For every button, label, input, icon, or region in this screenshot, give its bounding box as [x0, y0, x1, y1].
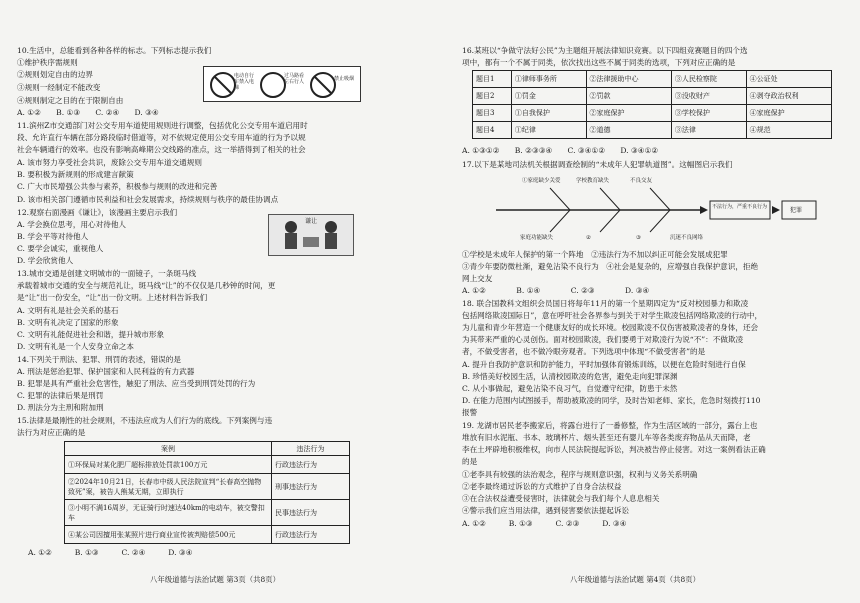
no-ebike-elevator-icon: [210, 72, 236, 98]
q13-option-b: B. 文明有礼决定了国家的形象: [17, 318, 119, 327]
q19-item-3: ③在合法权益遭受侵害时，法律就会与我们每个人息息相关: [462, 494, 660, 503]
q11-line-2: 段、允许直行车辆在部分路段临时借道等，对不依规定使用公交专用车道的行为予以规: [17, 133, 306, 142]
q18-line-4: 为其带来严重的心灵创伤。面对校园欺凌，我们要勇于对欺凌行为说“不”：不做欺凌: [462, 335, 744, 344]
q12-option-c: C. 要学会诚实，重视他人: [17, 244, 104, 253]
q11-line-1: 11.滨州Z市交通部门对公交专用车道使用规则进行调整，包括优化公交专用车道启用时: [17, 121, 308, 130]
q16-line-2: 项中，都有一个不属于同类，依次找出这些不属于同类的选项，下列对应正确的是: [462, 58, 736, 67]
q13-option-d: D. 文明有礼是一个人安身立命之本: [17, 342, 134, 351]
q12-option-d: D. 学会欣赏他人: [17, 256, 74, 265]
diagram-branch: [650, 210, 670, 232]
q15-table-header-case: 案例: [65, 442, 272, 456]
q16-table: [472, 70, 832, 139]
table-cell: ④公证处: [746, 71, 831, 88]
q16-answers: A. ①③①② B. ②③③④ C. ③④①② D. ③④①②: [462, 146, 659, 155]
table-cell: ②罚款: [586, 88, 671, 105]
q11-option-a: A. 该市努力享受社会共识，废除公交专用车道交通规则: [17, 158, 202, 167]
left-page-footer: 八年级道德与法治试题 第3页（共8页）: [150, 575, 281, 584]
diagram-branch: [650, 188, 670, 210]
table-cell: ④规范: [746, 122, 831, 139]
q19-line-4: 的是: [462, 457, 478, 466]
table-cell: ③法律: [671, 122, 746, 139]
q18-option-d: D. 在能力范围内试图援手，帮助被欺凌的同学，及时告知老师、家长，危急时刻拨打110: [462, 396, 761, 405]
table-cell: 刑事违法行为: [272, 474, 350, 500]
table-cell: ①自我保护: [511, 105, 586, 122]
q11-option-b: B. 要积极为新规则的形成建言献策: [17, 170, 134, 179]
q11-option-c: C. 广大市民增强公共参与素养，积极参与规则的改进和完善: [17, 182, 218, 191]
q18-line-2: 包括网络欺凌国际日”，意在呼吁社会各界参与到关于对学生欺凌包括网络欺凌的行动中，: [462, 311, 763, 320]
right-page-footer: 八年级道德与法治试题 第4页（共8页）: [570, 575, 701, 584]
q16-line-1: 16.某班以“争做守法好公民”为主题组开展法律知识竞赛。以下四组竞赛题目的四个选: [462, 46, 748, 55]
arrow-icon: [700, 206, 708, 214]
q13-line-1: 13.城市交通是创建文明城市的一面镜子，一条斑马线: [17, 269, 197, 278]
q12-stem: 12.观察右面漫画《谦让》，该漫画主要启示我们: [17, 208, 178, 217]
diagram-bottom-1: 家庭功能缺失: [520, 235, 554, 241]
table-cell: 题目4: [473, 122, 512, 139]
q12-option-a: A. 学会换位思考，用心对待他人: [17, 220, 127, 229]
table-cell: ①律师事务所: [511, 71, 586, 88]
q17-line-1: ①学校是未成年人保护的第一个阵地 ②违法行为不加以纠正可能会发展成犯罪: [462, 250, 728, 259]
table-cell: ②2024年10月21日，长春市中级人民法院宣判“长春高空抛物致死”案，被告人熊某无期，立即执行: [65, 474, 272, 500]
table-cell: ①罚金: [511, 88, 586, 105]
q15-table: [64, 441, 350, 544]
table-cell: 民事违法行为: [272, 500, 350, 526]
table-cell: 题目2: [473, 88, 512, 105]
diagram-end-box: 犯罪: [790, 207, 803, 214]
diagram-middle-box: 不法行为，严重不良行为: [712, 204, 768, 210]
table-cell: ③小明不满16周岁，无证骑行时速达40km的电动车，被交警扣车: [65, 500, 272, 526]
q19-item-1: ①老李具有较强的法治观念，程序与规则意识强，权利与义务关系明确: [462, 470, 698, 479]
q14-stem: 14.下列关于刑法、犯罪、刑罚的表述，错误的是: [17, 355, 181, 364]
table-cell: ①纪律: [511, 122, 586, 139]
q13-line-2: 承载着城市交通的安全与规范礼让，斑马线“让”的不仅仅是几秒钟的时间，更: [17, 281, 276, 290]
table-cell: ④剥夺政治权利: [746, 88, 831, 105]
pedestrian-icon: [260, 72, 286, 98]
q11-line-3: 社会车辆通行的效率。也没有影响高峰期公交线路的准点，这一举措得到了相关的社会: [17, 145, 306, 154]
q10-answers: A. ①② B. ①③ C. ②④ D. ③④: [17, 108, 159, 117]
table-cell: ④某公司因擅用张某照片进行商业宣传被判赔偿500元: [65, 526, 272, 544]
q14-option-d: D. 刑法分为主刑和附加刑: [17, 403, 104, 412]
q10-option-1: ①维护秩序需规则: [17, 58, 78, 67]
diagram-bottom-4: 沉迷不良网络: [670, 235, 704, 241]
table-cell: ②道德: [586, 122, 671, 139]
arrow-icon: [772, 206, 780, 214]
q10-sign-label-3: 禁止吸烟: [334, 76, 355, 82]
q17-stem: 17.以下是某地司法机关根据调查绘制的“未成年人犯罪轨道图”。这幅图启示我们: [462, 160, 733, 169]
q18-option-a: A. 提升自我防护意识和防护能力，平时加强体育锻炼训练，以便在危险时刻进行自保: [462, 360, 746, 369]
diagram-branch: [550, 210, 570, 232]
table-cell: 行政违法行为: [272, 526, 350, 544]
q19-line-2: 堆放有旧水泥瓶、书本、玻璃杯片、烟头甚至还有婴儿车等各类废弃物品从天而降，老: [462, 433, 751, 442]
table-cell: ③学校保护: [671, 105, 746, 122]
q17-answers: A. ①② B. ①④ C. ②③ D. ③④: [462, 286, 650, 295]
table-cell: ③没收财产: [671, 88, 746, 105]
diagram-bottom-2: ②: [586, 235, 591, 241]
table-cell: ②家庭保护: [586, 105, 671, 122]
q10-option-3: ③规则一经制定不能改变: [17, 83, 101, 92]
q13-option-c: C. 文明有礼能促进社会和谐，提升城市形象: [17, 330, 165, 339]
q18-line-3: 为儿童和青少年营造一个健康友好的成长环境。校园欺凌不仅伤害被欺凌者的身体，还会: [462, 323, 759, 332]
q15-answers: A. ①② B. ①③ C. ②④ D. ③④: [28, 548, 193, 557]
q11-option-d: D. 该市相关部门遵循市民利益和社会发展需求，持续规则与秩序的最佳协调点: [17, 195, 279, 204]
q12-cartoon: [268, 214, 354, 256]
q18-line-5: 者，不做受害者，也不做冷眼旁观者。下列选项中体现“不做受害者”的是: [462, 347, 706, 356]
q15-table-header-type: 违法行为: [272, 442, 350, 456]
q18-option-c: C. 从小事做起，避免沾染不良习气，自觉遵守纪律，防患于未然: [462, 384, 678, 393]
diagram-top-3: 不良交友: [630, 178, 653, 184]
q17-diagram: [490, 174, 820, 246]
q14-option-a: A. 刑法是惩治犯罪、保护国家和人民利益的有力武器: [17, 367, 195, 376]
q12-option-b: B. 学会平等对待他人: [17, 232, 89, 241]
diagram-branch: [600, 210, 620, 232]
diagram-branch: [550, 188, 570, 210]
q19-line-1: 19. 龙湖市居民老李搬家后，将露台进行了一番修整，作为生活区域的一部分，露台上也: [462, 421, 758, 430]
q10-option-4: ④规则制定之目的在于限制自由: [17, 96, 124, 105]
q10-option-2: ②规则划定自由的边界: [17, 70, 93, 79]
table-cell: 题目3: [473, 105, 512, 122]
diagram-top-2: 学校教育缺失: [576, 178, 610, 184]
q10-stem: 10.生活中，总能看到各种各样的标志。下列标志提示我们: [17, 46, 212, 55]
q19-item-2: ②老李最终通过诉讼的方式维护了自身合法权益: [462, 482, 622, 491]
q10-signs-panel: [203, 66, 361, 102]
q10-sign-label-2: 过马路看左右行人: [284, 73, 305, 85]
q19-item-4: ④警示我们应当用法律，遇到侵害要依法提起诉讼: [462, 506, 630, 515]
q17-line-3: 网上交友: [462, 274, 493, 283]
table-cell: ②法律援助中心: [586, 71, 671, 88]
diagram-branch: [600, 188, 620, 210]
q19-answers: A. ①② B. ①③ C. ②③ D. ③④: [462, 519, 627, 528]
diagram-top-1: ①家庭缺少关爱: [522, 178, 561, 184]
table-cell: ③人民检察院: [671, 71, 746, 88]
diagram-bottom-3: ③: [636, 235, 641, 241]
q18-line-1: 18. 联合国教科文组织会员国日将每年11月的第一个星期四定为“反对校园暴力和欺凌: [462, 299, 749, 308]
q13-option-a: A. 文明有礼是社会关系的基石: [17, 306, 119, 315]
q13-line-3: 是“让”出一份安全，“让”出一份文明。上述材料告诉我们: [17, 293, 208, 302]
q14-option-b: B. 犯罪是具有严重社会危害性，触犯了刑法、应当受到刑罚处罚的行为: [17, 379, 256, 388]
q18-option-b: B. 珍惜美好校园生活，认清校园欺凌的危害，避免走向犯罪深渊: [462, 372, 678, 381]
q19-line-3: 李在土坪辟地积极维权，向市人民法院提起诉讼，判决被告停止侵害。对这一案例看法正确: [462, 445, 766, 454]
q14-option-c: C. 犯罪的法律后果是刑罚: [17, 391, 104, 400]
q15-line-1: 15.法律是最刚性的社会规则，不违法应成为人们行为的底线。下列案例与违: [17, 416, 273, 425]
q15-line-2: 法行为对应正确的是: [17, 428, 86, 437]
table-cell: 行政违法行为: [272, 456, 350, 474]
table-cell: 题目1: [473, 71, 512, 88]
q18-option-d-cont: 报警: [462, 408, 478, 417]
q17-line-2: ③青少年要防微杜渐，避免沾染不良行为 ④社会是复杂的，应增强自我保护意识，拒绝: [462, 262, 759, 271]
table-cell: ④家庭保护: [746, 105, 831, 122]
no-smoking-icon: [310, 72, 336, 98]
table-cell: ①环保局对某化肥厂超标排放处罚款100万元: [65, 456, 272, 474]
q10-sign-label-1: 电动自行车禁入电梯: [234, 73, 255, 91]
right-page: [430, 0, 860, 603]
q12-cartoon-caption: 谦让: [305, 218, 318, 225]
